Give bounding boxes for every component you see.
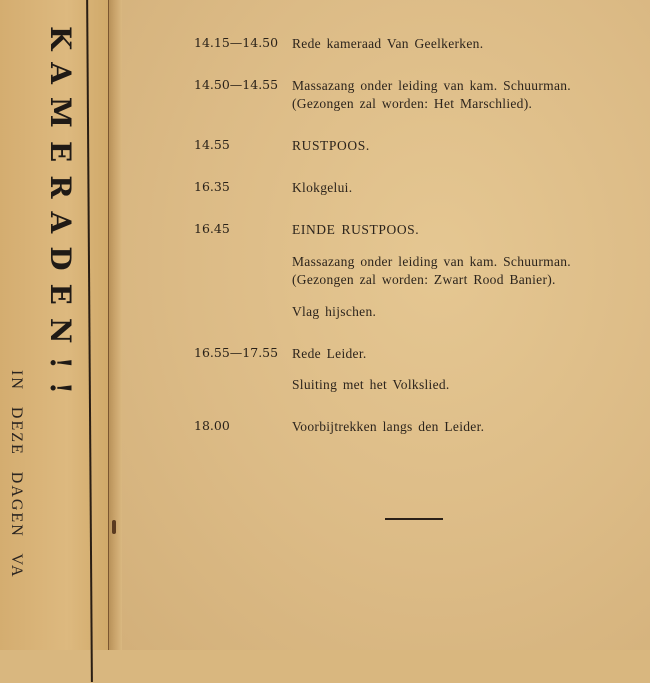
schedule-time: 16.55—17.55 (194, 345, 279, 360)
schedule-desc (292, 376, 450, 394)
schedule-time: 14.15—14.50 (194, 35, 279, 50)
schedule-desc (292, 303, 376, 321)
schedule-time: 16.45 (194, 221, 230, 236)
schedule-row (194, 77, 571, 113)
gutter-stain (112, 520, 116, 534)
schedule-row (194, 137, 370, 155)
schedule-time: 18.00 (194, 418, 230, 433)
schedule-row (194, 376, 450, 394)
desc-line: Massazang onder leiding van kam. Schuurman. (292, 78, 571, 93)
schedule-time: 14.55 (194, 137, 230, 152)
desc-line: RUSTPOOS. (292, 138, 370, 153)
schedule-desc (292, 418, 484, 436)
desc-line: Vlag hijschen. (292, 304, 377, 319)
desc-line: EINDE RUSTPOOS. (292, 222, 420, 237)
desc-line: Massazang onder leiding van kam. Schuurman. (292, 254, 571, 269)
schedule-row (194, 35, 483, 53)
schedule-row (194, 345, 367, 363)
schedule-row (194, 253, 571, 289)
schedule-desc (292, 77, 571, 113)
vertical-title: KAMERADEN!! (44, 26, 77, 408)
desc-line: (Gezongen zal worden: Zwart Rood Banier). (292, 272, 556, 287)
schedule-time: 16.35 (194, 179, 230, 194)
schedule-time: 14.50—14.55 (194, 77, 279, 92)
schedule-desc (292, 179, 352, 197)
desc-line: Klokgelui. (292, 180, 353, 195)
schedule-time (194, 253, 292, 289)
left-page (0, 0, 112, 650)
schedule-desc (292, 345, 367, 363)
closing-rule-divider (385, 518, 443, 520)
schedule-desc (292, 221, 419, 239)
schedule-desc (292, 253, 571, 289)
desc-line: Voorbijtrekken langs den Leider. (292, 419, 485, 434)
schedule-row (194, 221, 419, 239)
vertical-subtitle: IN DEZE DAGEN VA (8, 370, 25, 579)
schedule-row (194, 418, 484, 436)
schedule-row (194, 179, 352, 197)
desc-line: Rede kameraad Van Geelkerken. (292, 36, 484, 51)
desc-line: Sluiting met het Volkslied. (292, 377, 450, 392)
book-gutter (108, 0, 123, 650)
schedule-time (194, 376, 292, 394)
schedule-row (194, 303, 376, 321)
schedule-desc (292, 35, 483, 53)
schedule-time (194, 303, 292, 321)
desc-line: (Gezongen zal worden: Het Marschlied). (292, 96, 533, 111)
desc-line: Rede Leider. (292, 346, 367, 361)
schedule-desc (292, 137, 370, 155)
